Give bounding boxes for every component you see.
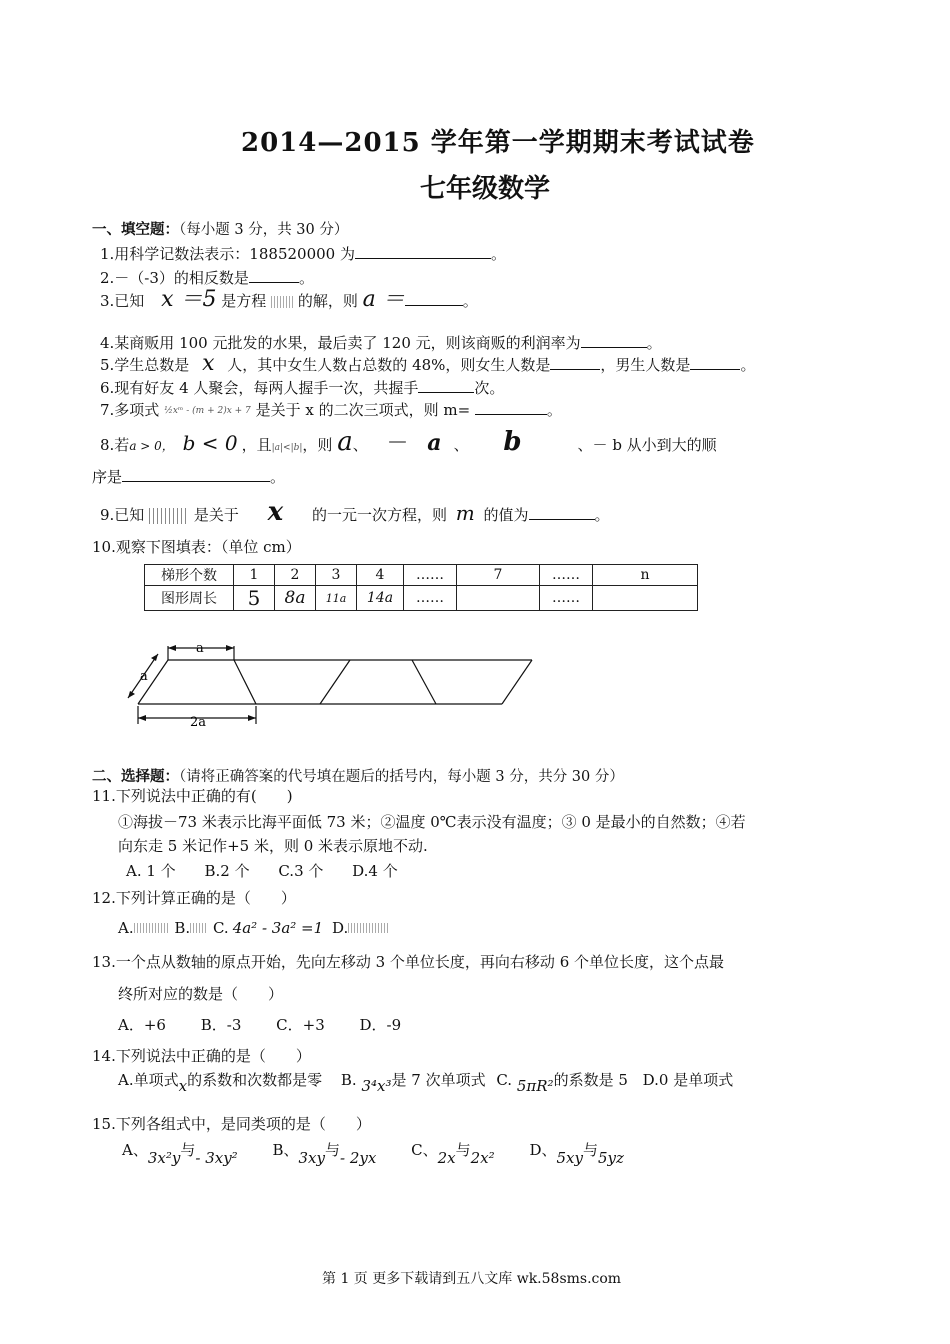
table-cell: 1 xyxy=(234,565,275,586)
table-cell: 5 xyxy=(234,586,275,611)
page-footer: 第 1 页 更多下载请到五八文库 wk.58sms.com xyxy=(322,1271,622,1287)
q15-d-e1: 5xy xyxy=(556,1149,583,1167)
table-cell: 梯形个数 xyxy=(145,565,234,586)
question-8-cont xyxy=(92,467,285,487)
q1-blank xyxy=(355,244,491,259)
q13-options xyxy=(118,1015,401,1035)
q11-options xyxy=(126,861,398,881)
question-3 xyxy=(100,287,478,312)
table-cell: 7 xyxy=(457,565,540,586)
q15-option-b-label: B、 xyxy=(272,1141,299,1159)
q11-option-c: C.3 个 xyxy=(278,862,324,880)
q13-line2: 终所对应的数是（ ） xyxy=(118,985,284,1003)
table-cell xyxy=(593,586,698,611)
q7-polynomial: ½xᵐ - (m + 2)x + 7 xyxy=(164,406,251,416)
q6-text: 6.现有好友 4 人聚会，每两人握手一次，共握手 xyxy=(100,379,419,397)
q11-option-a: A. 1 个 xyxy=(126,862,176,880)
q2-text: 2.－（-3）的相反数是 xyxy=(100,269,249,287)
table-cell: 图形周长 xyxy=(145,586,234,611)
q7-a: 7.多项式 xyxy=(100,401,160,419)
q15-d-e2: 5yz xyxy=(597,1149,624,1167)
q3-a: 3.已知 xyxy=(100,292,145,310)
q3-a-var: a ＝ xyxy=(362,287,405,312)
q4-text: 4.某商贩用 100 元批发的水果，最后卖了 120 元，则该商贩的利润率为 xyxy=(100,334,581,352)
q12-stem: 12.下列计算正确的是（ ） xyxy=(92,889,296,907)
q13-option-a: A．+6 xyxy=(118,1016,166,1034)
q4-end: 。 xyxy=(646,334,662,352)
table-cell: 2 xyxy=(275,565,316,586)
q3-blank xyxy=(405,291,463,306)
q8-d: ，则 xyxy=(302,436,333,454)
section2-heading: 二、选择题： xyxy=(92,768,179,785)
table-cell: n xyxy=(593,565,698,586)
q9-equation-image xyxy=(149,508,189,524)
table-cell xyxy=(457,586,540,611)
q15-stem: 15.下列各组式中，是同类项的是（ ） xyxy=(92,1115,371,1133)
q6-end: 次。 xyxy=(474,379,505,397)
perimeter-table xyxy=(144,564,698,611)
table-row xyxy=(145,565,698,586)
q7-c: 。 xyxy=(546,401,562,419)
q15-option-d-label: D、 xyxy=(529,1141,557,1159)
table-cell: …… xyxy=(540,565,593,586)
q10-a: 10.观察下图填表： xyxy=(92,538,221,556)
table-cell: …… xyxy=(540,586,593,611)
q15-c-w: 与 xyxy=(455,1141,471,1159)
q5-c: ，男生人数是 xyxy=(600,356,691,374)
q8-cond: a > 0， xyxy=(129,439,174,453)
q3-equation-image xyxy=(271,296,293,308)
q15-b-e1: 3xy xyxy=(298,1149,325,1167)
q1-text: 1.用科学记数法表示：188520000 为 xyxy=(100,245,355,263)
question-9 xyxy=(100,497,610,527)
q14-b-expr: 3⁴x³ xyxy=(361,1077,392,1095)
q2-blank xyxy=(249,268,299,283)
q15-option-c-label: C、 xyxy=(411,1141,438,1159)
table-cell: 8a xyxy=(275,586,316,611)
q15-b-w: 与 xyxy=(324,1141,340,1159)
q5-b: 人，其中女生人数占总数的 48%，则女生人数是 xyxy=(227,356,551,374)
figure-divider-3 xyxy=(412,660,436,704)
table-row xyxy=(145,586,698,611)
q8-minus: － xyxy=(386,431,409,456)
table-cell: 11a xyxy=(316,586,357,611)
q14-a-rest: 的系数和次数都是零 xyxy=(187,1071,323,1089)
q9-e: 。 xyxy=(594,506,610,524)
q15-b-e2: - 2yx xyxy=(340,1149,377,1167)
question-10 xyxy=(92,537,301,557)
q5-blank-boys xyxy=(690,355,740,370)
question-4 xyxy=(100,333,662,353)
table-cell: …… xyxy=(404,586,457,611)
q12-d-image xyxy=(348,923,388,933)
trapezoid-figure xyxy=(120,636,540,732)
q9-b: 是关于 xyxy=(193,506,239,524)
q12-b-image xyxy=(190,923,208,933)
table-cell: 14a xyxy=(357,586,404,611)
q7-b: 是关于 x 的二次三项式，则 m= xyxy=(255,401,471,419)
q11-option-d: D.4 个 xyxy=(352,862,398,880)
q12-c-expr: 4a² - 3a² =1 xyxy=(232,919,324,937)
q14-c-rest: 的系数是 5 xyxy=(553,1071,628,1089)
question-6 xyxy=(100,378,504,398)
q15-a-e1: 3x²y xyxy=(147,1149,181,1167)
q14-stem: 14.下列说法中正确的是（ ） xyxy=(92,1047,311,1065)
question-2 xyxy=(100,268,314,288)
q8-b-var: b xyxy=(503,427,522,457)
q9-c: 的一元一次方程，则 xyxy=(311,506,447,524)
q14-b-rest: 是 7 次单项式 xyxy=(391,1071,486,1089)
q5-d: 。 xyxy=(740,356,756,374)
q13-option-c: C．+3 xyxy=(276,1016,325,1034)
figure-divider-1 xyxy=(234,660,256,704)
q3-c: 的解，则 xyxy=(297,292,358,310)
q12-option-d: D. xyxy=(331,919,349,937)
q9-blank xyxy=(529,505,595,520)
q3-x-equals-5: x ＝5 xyxy=(161,287,217,312)
q15-options xyxy=(122,1140,624,1168)
section1-header xyxy=(92,218,348,239)
q8-blank xyxy=(122,467,270,482)
q14-option-d: D.0 是单项式 xyxy=(642,1071,734,1089)
section2-header xyxy=(92,765,624,786)
q2-end: 。 xyxy=(298,269,314,287)
q8-neg-a: a xyxy=(427,430,442,456)
q5-x: x xyxy=(202,351,215,376)
q15-c-e2: 2x² xyxy=(470,1149,495,1167)
q11-option-b: B.2 个 xyxy=(204,862,250,880)
q12-option-a: A. xyxy=(118,919,134,937)
figure-label-a-side: a xyxy=(140,669,148,684)
section1-heading: 一、填空题： xyxy=(92,221,179,238)
q11-line2: 向东走 5 米记作+5 米，则 0 米表示原地不动. xyxy=(118,837,428,855)
q14-option-a: A.单项式 xyxy=(118,1071,179,1089)
q12-a-image xyxy=(134,923,170,933)
q14-c-expr: 5πR² xyxy=(516,1077,554,1095)
table-cell: 4 xyxy=(357,565,404,586)
q15-d-w: 与 xyxy=(582,1141,598,1159)
q8-cond2: |a|<|b| xyxy=(271,443,303,453)
section1-note: （每小题 3 分，共 30 分） xyxy=(179,222,349,238)
q15-c-e1: 2x xyxy=(437,1149,456,1167)
q9-a: 9.已知 xyxy=(100,506,145,524)
q3-e: 。 xyxy=(462,292,478,310)
q15-option-a-label: A、 xyxy=(122,1141,148,1159)
table-cell: 3 xyxy=(316,565,357,586)
question-8 xyxy=(100,427,717,458)
q6-blank xyxy=(418,378,474,393)
q8-m: 。 xyxy=(270,468,286,486)
q3-b: 是方程 xyxy=(221,292,267,310)
q9-x: x xyxy=(267,497,284,527)
question-5 xyxy=(100,351,756,376)
figure-divider-2 xyxy=(320,660,350,704)
q8-a-var: a xyxy=(337,427,353,457)
q8-a: 8.若 xyxy=(100,436,130,454)
q8-k: 、－ b 从小到大的顺 xyxy=(577,436,717,454)
q12-option-c: C. xyxy=(212,919,229,937)
table-cell: …… xyxy=(404,565,457,586)
q11-stem: 11.下列说法中正确的有( ) xyxy=(92,787,293,805)
q8-l: 序是 xyxy=(92,468,123,486)
figure-label-2a: 2a xyxy=(190,715,207,730)
q13-option-b: B．-3 xyxy=(200,1016,242,1034)
page-title: 2014—2015 学年第一学期期末考试试卷 xyxy=(241,128,755,158)
q15-a-w: 与 xyxy=(180,1141,196,1159)
q13-line1: 13.一个点从数轴的原点开始，先向左移动 3 个单位长度，再向右移动 6 个单位长度，这个点最 xyxy=(92,953,725,971)
q12-options xyxy=(118,918,388,938)
q5-blank-girls xyxy=(550,355,600,370)
q1-end: 。 xyxy=(490,245,506,263)
q9-m: m xyxy=(455,501,475,525)
q4-blank xyxy=(581,333,647,348)
page-subtitle: 七年级数学 xyxy=(420,174,551,204)
q15-a-e2: - 3xy² xyxy=(195,1149,238,1167)
q14-options xyxy=(118,1070,733,1096)
section2-note: （请将正确答案的代号填在题后的括号内，每小题 3 分，共分 30 分） xyxy=(179,769,624,785)
q12-option-b: B. xyxy=(174,919,191,937)
q14-option-c: C. xyxy=(496,1071,513,1089)
q8-i: 、 xyxy=(453,436,469,454)
q8-f: 、 xyxy=(352,436,368,454)
figure-right-edge xyxy=(502,660,532,704)
q5-a: 5.学生总数是 xyxy=(100,356,190,374)
q14-option-b: B. xyxy=(340,1071,357,1089)
question-1 xyxy=(100,244,506,264)
q10-b: （单位 cm） xyxy=(220,538,301,556)
q9-d: 的值为 xyxy=(483,506,529,524)
q11-line1: ①海拔－73 米表示比海平面低 73 米；②温度 0℃表示没有温度；③ 0 是最小的自然数；④若 xyxy=(118,813,746,831)
q8-c: ，且 xyxy=(241,436,272,454)
q13-option-d: D．-9 xyxy=(359,1016,402,1034)
figure-label-a-top: a xyxy=(196,641,204,656)
q8-b-lt-0: b < 0 xyxy=(182,431,238,455)
q7-blank xyxy=(475,400,547,415)
q14-a-x: x xyxy=(178,1077,188,1095)
question-7 xyxy=(100,400,562,421)
